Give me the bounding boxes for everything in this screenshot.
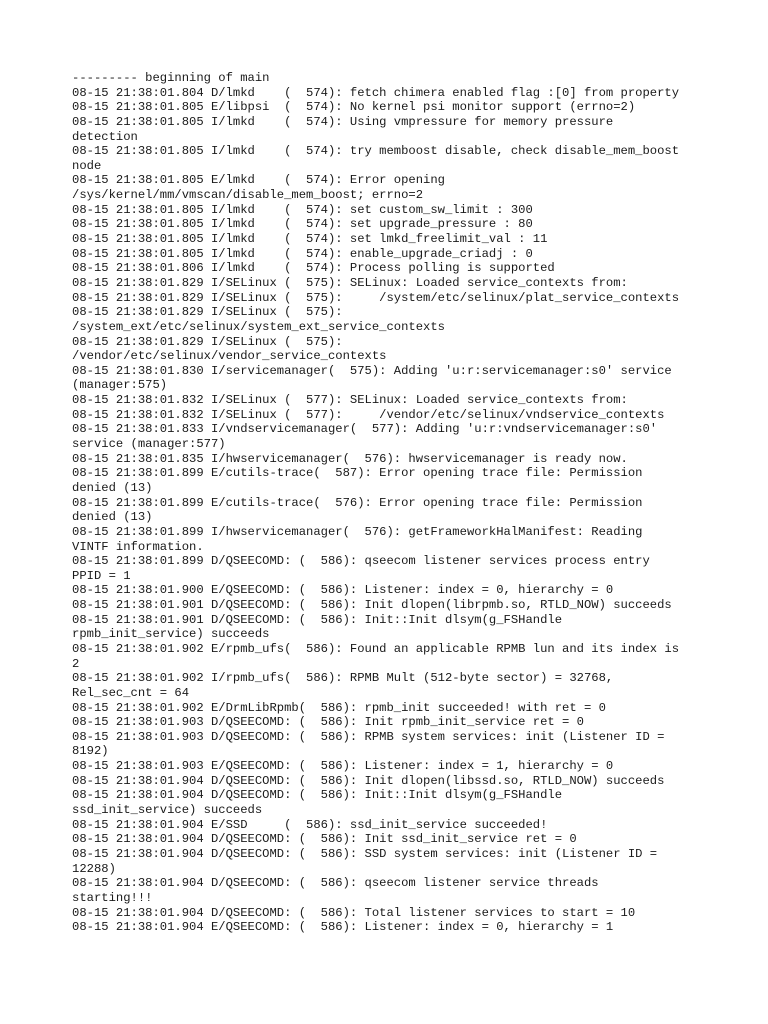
log-line: 08-15 21:38:01.829 I/SELinux ( 575): (72, 334, 343, 349)
log-output (72, 71, 712, 935)
log-line: 08-15 21:38:01.901 D/QSEECOMD: ( 586): Init dlopen(librpmb.so, RTLD_NOW) succeeds (72, 598, 672, 613)
log-line: 08-15 21:38:01.833 I/vndservicemanager( 577): Adding 'u:r:vndservicemanager:s0' (72, 422, 658, 437)
log-line: denied (13) (72, 480, 153, 495)
log-line: 08-15 21:38:01.904 D/QSEECOMD: ( 586): qseecom listener service threads (72, 876, 599, 891)
log-line: --------- beginning of main (72, 71, 270, 85)
log-line: 08-15 21:38:01.904 D/QSEECOMD: ( 586): Init::Init dlsym(g_FSHandle (72, 788, 563, 803)
log-line: VINTF information. (72, 539, 204, 554)
log-line: 08-15 21:38:01.805 I/lmkd ( 574): try memboost disable, check disable_mem_boost (72, 144, 680, 159)
log-line: 08-15 21:38:01.829 I/SELinux ( 575): (72, 305, 343, 320)
log-line: 08-15 21:38:01.902 E/DrmLibRpmb( 586): rpmb_init succeeded! with ret = 0 (72, 700, 606, 715)
log-line: 08-15 21:38:01.805 E/lmkd ( 574): Error opening (72, 173, 445, 188)
log-line: 08-15 21:38:01.835 I/hwservicemanager( 576): hwservicemanager is ready now. (72, 451, 628, 466)
log-line: detection (72, 129, 138, 144)
log-line: service (manager:577) (72, 437, 226, 452)
log-line: 08-15 21:38:01.902 I/rpmb_ufs( 586): RPMB Mult (512-byte sector) = 32768, (72, 671, 614, 686)
log-line: 08-15 21:38:01.899 E/cutils-trace( 587): Error opening trace file: Permission (72, 466, 643, 481)
log-line: 08-15 21:38:01.899 E/cutils-trace( 576): Error opening trace file: Permission (72, 495, 643, 510)
log-line: rpmb_init_service) succeeds (72, 627, 270, 642)
log-line: 08-15 21:38:01.904 D/QSEECOMD: ( 586): SSD system services: init (Listener ID = (72, 846, 658, 861)
log-line: 08-15 21:38:01.806 I/lmkd ( 574): Process polling is supported (72, 261, 555, 276)
log-line: 08-15 21:38:01.900 E/QSEECOMD: ( 586): Listener: index = 0, hierarchy = 0 (72, 583, 614, 598)
log-line: 08-15 21:38:01.805 I/lmkd ( 574): set upgrade_pressure : 80 (72, 217, 533, 232)
log-line: 08-15 21:38:01.899 I/hwservicemanager( 576): getFrameworkHalManifest: Reading (72, 524, 643, 539)
log-line: 08-15 21:38:01.804 D/lmkd ( 574): fetch chimera enabled flag :[0] from property (72, 85, 680, 100)
log-line: 08-15 21:38:01.805 I/lmkd ( 574): Using vmpressure for memory pressure (72, 114, 614, 129)
log-line: /system_ext/etc/selinux/system_ext_service_contexts (72, 319, 445, 334)
log-line: 08-15 21:38:01.805 E/libpsi ( 574): No kernel psi monitor support (errno=2) (72, 100, 636, 115)
log-line: 08-15 21:38:01.901 D/QSEECOMD: ( 586): Init::Init dlsym(g_FSHandle (72, 612, 563, 627)
log-line: 08-15 21:38:01.904 E/QSEECOMD: ( 586): Listener: index = 0, hierarchy = 1 (72, 920, 614, 935)
log-line: 08-15 21:38:01.903 D/QSEECOMD: ( 586): RPMB system services: init (Listener ID = (72, 729, 665, 744)
log-line: 08-15 21:38:01.902 E/rpmb_ufs( 586): Found an applicable RPMB lun and its index is (72, 641, 680, 656)
log-line: 08-15 21:38:01.832 I/SELinux ( 577): SELinux: Loaded service_contexts from: (72, 393, 628, 408)
log-line: Rel_sec_cnt = 64 (72, 685, 190, 700)
log-line: 08-15 21:38:01.899 D/QSEECOMD: ( 586): qseecom listener services process entry (72, 554, 650, 569)
log-line: /sys/kernel/mm/vmscan/disable_mem_boost; errno=2 (72, 188, 424, 203)
log-line: 08-15 21:38:01.829 I/SELinux ( 575): SELinux: Loaded service_contexts from: (72, 275, 628, 290)
log-line: 8192) (72, 744, 109, 759)
log-line: 08-15 21:38:01.830 I/servicemanager( 575): Adding 'u:r:servicemanager:s0' service (72, 363, 672, 378)
log-line: 08-15 21:38:01.832 I/SELinux ( 577): /vendor/etc/selinux/vndservice_contexts (72, 407, 665, 422)
log-line: 08-15 21:38:01.805 I/lmkd ( 574): enable_upgrade_criadj : 0 (72, 246, 533, 261)
log-line: (manager:575) (72, 378, 168, 393)
log-line: 08-15 21:38:01.805 I/lmkd ( 574): set custom_sw_limit : 300 (72, 202, 533, 217)
log-line: PPID = 1 (72, 568, 131, 583)
log-line: 08-15 21:38:01.829 I/SELinux ( 575): /system/etc/selinux/plat_service_contexts (72, 290, 680, 305)
log-line: 08-15 21:38:01.805 I/lmkd ( 574): set lmkd_freelimit_val : 11 (72, 232, 548, 247)
log-line: 12288) (72, 861, 116, 876)
log-line: denied (13) (72, 510, 153, 525)
log-line: 08-15 21:38:01.904 E/SSD ( 586): ssd_init_service succeeded! (72, 817, 548, 832)
log-line: node (72, 158, 102, 173)
log-line: 08-15 21:38:01.904 D/QSEECOMD: ( 586): Init dlopen(libssd.so, RTLD_NOW) succeeds (72, 773, 665, 788)
log-line: 08-15 21:38:01.904 D/QSEECOMD: ( 586): Total listener services to start = 10 (72, 905, 636, 920)
log-line: 08-15 21:38:01.904 D/QSEECOMD: ( 586): Init ssd_init_service ret = 0 (72, 832, 577, 847)
log-line: 08-15 21:38:01.903 D/QSEECOMD: ( 586): Init rpmb_init_service ret = 0 (72, 715, 584, 730)
log-line: 2 (72, 656, 80, 671)
log-line: /vendor/etc/selinux/vendor_service_contexts (72, 349, 387, 364)
log-line: 08-15 21:38:01.903 E/QSEECOMD: ( 586): Listener: index = 1, hierarchy = 0 (72, 759, 614, 774)
log-line: ssd_init_service) succeeds (72, 803, 263, 818)
log-line: starting!!! (72, 890, 153, 905)
